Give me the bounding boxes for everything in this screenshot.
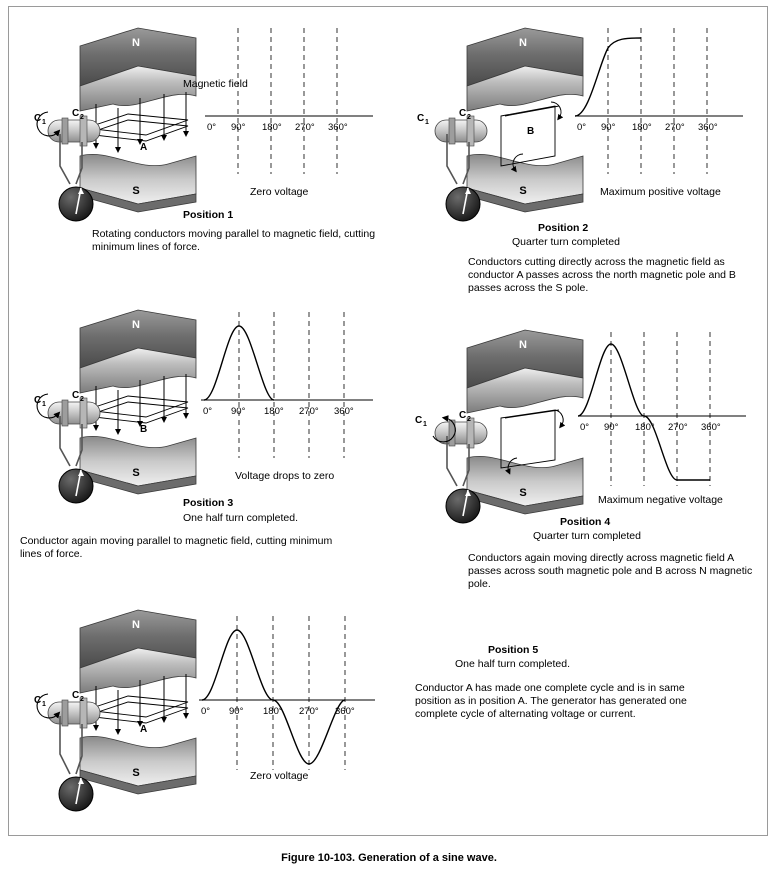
svg-text:S: S	[519, 487, 527, 499]
graph-position-3	[195, 308, 375, 478]
south-magnet	[80, 436, 196, 494]
svg-text:360°: 360°	[335, 706, 355, 717]
svg-text:N: N	[519, 339, 527, 351]
subtitle-position-3: One half turn completed.	[183, 512, 298, 524]
subtitle-position-4: Quarter turn completed	[533, 530, 641, 542]
svg-text:N: N	[132, 619, 140, 631]
graph-note-3: Voltage drops to zero	[235, 470, 335, 482]
svg-text:1: 1	[42, 401, 46, 408]
body-position-4: Conductors again moving directly across magnetic field A passes across south magnetic pole and B across N magnetic pole.	[468, 552, 753, 590]
graph-note-1: Zero voltage	[250, 186, 309, 198]
graph-position-1	[205, 24, 375, 194]
svg-text:2: 2	[80, 696, 84, 703]
conductor-label-1: A	[140, 142, 148, 153]
svg-text:C: C	[72, 390, 80, 401]
svg-text:90°: 90°	[229, 706, 244, 717]
svg-text:S: S	[132, 767, 140, 779]
svg-text:C: C	[34, 113, 42, 124]
svg-text:2: 2	[467, 114, 471, 121]
svg-text:180°: 180°	[635, 422, 655, 433]
svg-text:C: C	[34, 695, 42, 706]
svg-text:360°: 360°	[328, 122, 348, 133]
svg-text:S: S	[519, 185, 527, 197]
svg-text:C: C	[459, 410, 467, 421]
svg-text:C: C	[417, 113, 425, 124]
svg-text:90°: 90°	[231, 406, 246, 417]
title-position-4: Position 4	[560, 516, 611, 528]
svg-text:0°: 0°	[577, 122, 587, 133]
scene-position-5	[18, 598, 218, 803]
title-position-2: Position 2	[538, 222, 589, 234]
subtitle-position-2: Quarter turn completed	[512, 236, 620, 248]
svg-text:180°: 180°	[632, 122, 652, 133]
body-position-1: Rotating conductors moving parallel to magnetic field, cutting minimum lines of force.	[92, 228, 376, 253]
svg-text:180°: 180°	[262, 122, 282, 133]
svg-text:C: C	[72, 108, 80, 119]
svg-text:270°: 270°	[299, 406, 319, 417]
svg-text:1: 1	[42, 119, 46, 126]
magnetic-field-label-1: Magnetic field	[183, 78, 248, 90]
svg-text:C: C	[459, 108, 467, 119]
svg-text:180°: 180°	[264, 406, 284, 417]
south-magnet	[467, 154, 583, 212]
south-magnet	[467, 456, 583, 514]
svg-text:270°: 270°	[299, 706, 319, 717]
svg-text:S: S	[132, 467, 140, 479]
graph-position-5	[193, 612, 378, 792]
south-magnet	[80, 154, 196, 212]
conductor-label-5: A	[140, 724, 148, 735]
graph-note-4: Maximum negative voltage	[598, 494, 723, 506]
scene-position-4	[405, 318, 605, 523]
svg-text:1: 1	[425, 119, 429, 126]
svg-text:270°: 270°	[668, 422, 688, 433]
svg-text:90°: 90°	[601, 122, 616, 133]
meter	[59, 777, 93, 811]
svg-text:90°: 90°	[604, 422, 619, 433]
svg-text:1: 1	[42, 701, 46, 708]
meter	[446, 489, 480, 523]
svg-text:N: N	[519, 37, 527, 49]
svg-text:N: N	[132, 37, 140, 49]
subtitle-position-5: One half turn completed.	[455, 658, 570, 670]
graph-position-2	[575, 24, 750, 194]
south-magnet	[80, 736, 196, 794]
conductor-label-2: B	[527, 126, 535, 137]
graph-note-2: Maximum positive voltage	[600, 186, 721, 198]
svg-text:C: C	[415, 415, 423, 426]
svg-text:2: 2	[467, 416, 471, 423]
scene-position-1	[18, 16, 218, 221]
svg-text:1: 1	[423, 421, 427, 428]
svg-text:0°: 0°	[203, 406, 213, 417]
svg-text:C: C	[72, 690, 80, 701]
svg-text:180°: 180°	[263, 706, 283, 717]
svg-text:360°: 360°	[701, 422, 721, 433]
graph-position-4	[578, 328, 753, 508]
svg-text:C: C	[34, 395, 42, 406]
title-position-5: Position 5	[488, 644, 539, 656]
meter	[59, 187, 93, 221]
conductor-label-3: B	[140, 424, 148, 435]
body-position-5: Conductor A has made one complete cycle and is in same position as in position A. The generator has generated one complete cycle of alternating voltage or current.	[415, 682, 687, 720]
title-position-3: Position 3	[183, 497, 234, 509]
meter	[446, 187, 480, 221]
svg-text:0°: 0°	[201, 706, 211, 717]
body-position-3: Conductor again moving parallel to magnetic field, cutting minimum lines of force.	[20, 535, 333, 560]
svg-text:360°: 360°	[334, 406, 354, 417]
svg-text:0°: 0°	[580, 422, 590, 433]
svg-text:0°: 0°	[207, 122, 217, 133]
svg-text:S: S	[132, 185, 140, 197]
graph-note-5: Zero voltage	[250, 770, 309, 782]
svg-text:90°: 90°	[231, 122, 246, 133]
figure-caption: Figure 10-103. Generation of a sine wave.	[281, 852, 497, 864]
svg-text:270°: 270°	[665, 122, 685, 133]
svg-text:360°: 360°	[698, 122, 718, 133]
svg-text:270°: 270°	[295, 122, 315, 133]
scene-position-3	[18, 298, 218, 503]
svg-text:2: 2	[80, 396, 84, 403]
body-position-2: Conductors cutting directly across the magnetic field as conductor A passes across the north magnetic pole and B passes across the S pole.	[468, 256, 736, 294]
svg-text:2: 2	[80, 114, 84, 121]
meter	[59, 469, 93, 503]
title-position-1: Position 1	[183, 209, 234, 221]
svg-text:N: N	[132, 319, 140, 331]
